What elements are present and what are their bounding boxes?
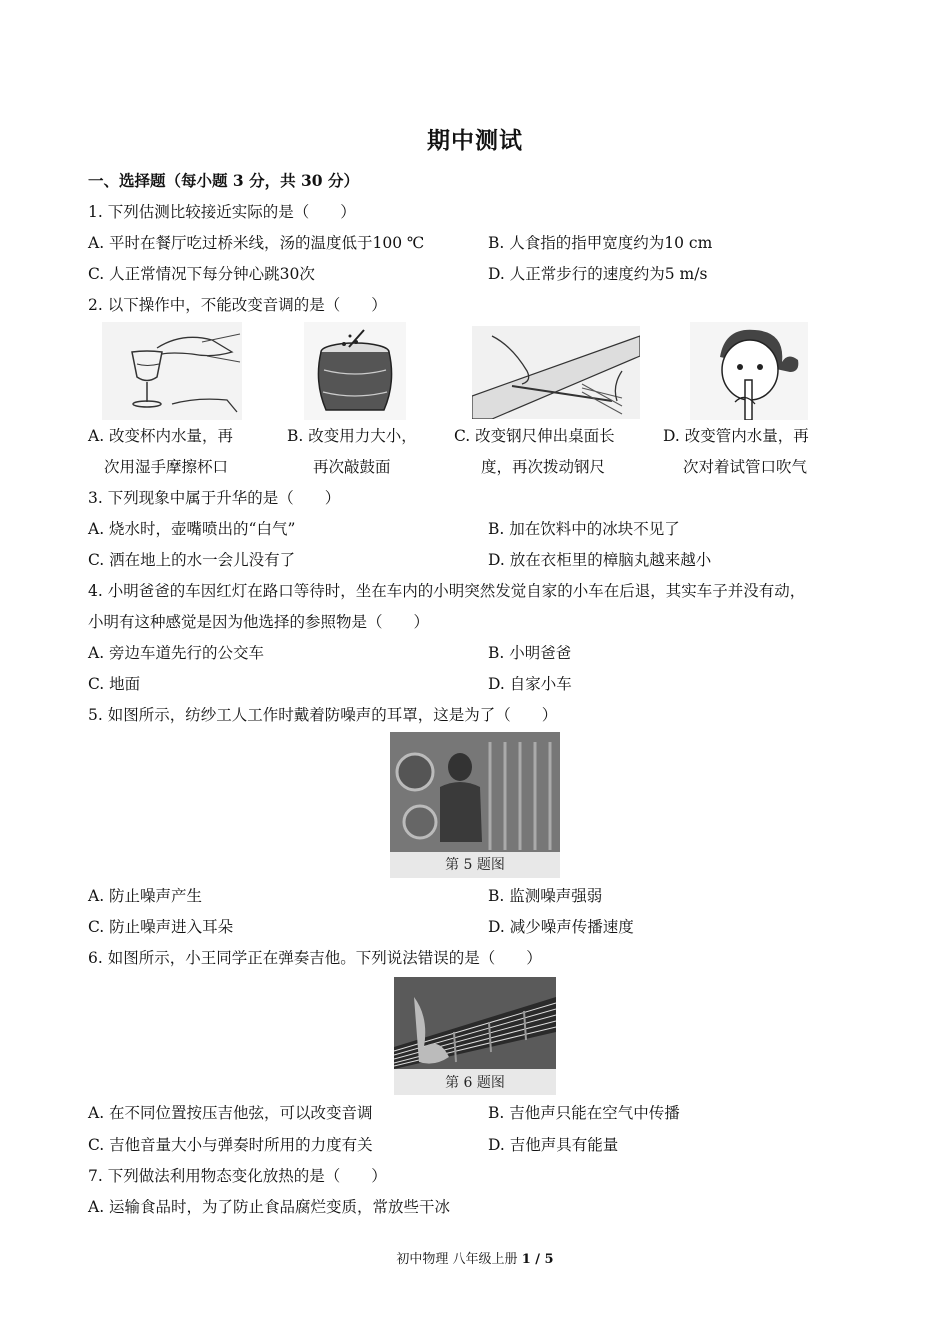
girl-test-tube-figure bbox=[690, 322, 808, 420]
q2-option-b-line2: 再次敲鼓面 bbox=[313, 458, 391, 476]
q1-option-b: B. 人食指的指甲宽度约为10 cm bbox=[488, 234, 713, 252]
q3-option-b: B. 加在饮料中的冰块不见了 bbox=[488, 520, 680, 538]
question-6-stem: 6. 如图所示，小王同学正在弹奏吉他。下列说法错误的是（ ） bbox=[88, 949, 542, 967]
q1-option-a: A. 平时在餐厅吃过桥米线，汤的温度低于100 ℃ bbox=[88, 234, 425, 252]
q4-option-c: C. 地面 bbox=[88, 675, 141, 693]
ruler-table-figure bbox=[472, 326, 640, 419]
q3-option-a: A. 烧水时，壶嘴喷出的“白气” bbox=[88, 520, 296, 538]
q2-option-c-line1: C. 改变钢尺伸出桌面长 bbox=[454, 427, 615, 445]
q3-option-c: C. 洒在地上的水一会儿没有了 bbox=[88, 551, 296, 569]
q6-option-a: A. 在不同位置按压吉他弦，可以改变音调 bbox=[88, 1104, 373, 1122]
q4-option-d: D. 自家小车 bbox=[488, 675, 572, 693]
figure-5-caption: 第 5 题图 bbox=[445, 857, 505, 873]
q6-option-d: D. 吉他声具有能量 bbox=[488, 1136, 619, 1154]
figure-6-caption: 第 6 题图 bbox=[445, 1075, 505, 1091]
q5-option-c: C. 防止噪声进入耳朵 bbox=[88, 918, 234, 936]
q2-option-a-line1: A. 改变杯内水量，再 bbox=[88, 427, 234, 445]
q6-option-b: B. 吉他声只能在空气中传播 bbox=[488, 1104, 680, 1122]
q2-option-d-line1: D. 改变管内水量，再 bbox=[663, 427, 809, 445]
question-5-stem: 5. 如图所示，纺纱工人工作时戴着防噪声的耳罩，这是为了（ ） bbox=[88, 706, 558, 724]
question-4-stem-line2: 小明有这种感觉是因为他选择的参照物是（ ） bbox=[88, 613, 430, 631]
q6-option-c: C. 吉他音量大小与弹奏时所用的力度有关 bbox=[88, 1136, 373, 1154]
q3-option-d: D. 放在衣柜里的樟脑丸越来越小 bbox=[488, 551, 712, 569]
q4-option-b: B. 小明爸爸 bbox=[488, 644, 572, 662]
question-4-stem-line1: 4. 小明爸爸的车因红灯在路口等待时，坐在车内的小明突然发觉自家的小车在后退，其实车子并没有动， bbox=[88, 582, 806, 600]
question-2-stem: 2. 以下操作中，不能改变音调的是（ ） bbox=[88, 296, 387, 314]
q2-option-a-line2: 次用湿手摩擦杯口 bbox=[104, 458, 229, 476]
page-title: 期中测试 bbox=[427, 127, 523, 154]
q1-option-d: D. 人正常步行的速度约为5 m/s bbox=[488, 265, 708, 283]
section-heading: 一、选择题（每小题 3 分，共 30 分） bbox=[88, 171, 359, 190]
q5-option-b: B. 监测噪声强弱 bbox=[488, 887, 603, 905]
page-number: 1 / 5 bbox=[521, 1252, 554, 1267]
q2-option-d-line2: 次对着试管口吹气 bbox=[683, 458, 808, 476]
question-7-stem: 7. 下列做法利用物态变化放热的是（ ） bbox=[88, 1167, 387, 1185]
page-footer bbox=[0, 1248, 950, 1267]
question-3-stem: 3. 下列现象中属于升华的是（ ） bbox=[88, 489, 341, 507]
q4-option-a: A. 旁边车道先行的公交车 bbox=[88, 644, 265, 662]
q5-option-d: D. 减少噪声传播速度 bbox=[488, 918, 634, 936]
q5-option-a: A. 防止噪声产生 bbox=[88, 887, 203, 905]
glass-rubbing-figure bbox=[102, 322, 242, 420]
q1-option-c: C. 人正常情况下每分钟心跳30次 bbox=[88, 265, 315, 283]
weaver-photo bbox=[390, 732, 560, 878]
question-1-stem: 1. 下列估测比较接近实际的是（ ） bbox=[88, 203, 356, 221]
q7-option-a: A. 运输食品时，为了防止食品腐烂变质，常放些干冰 bbox=[88, 1198, 451, 1216]
q2-option-c-line2: 度，再次拨动钢尺 bbox=[481, 458, 606, 476]
q2-option-b-line1: B. 改变用力大小， bbox=[287, 427, 417, 445]
footer-course: 初中物理 八年级上册 bbox=[396, 1252, 522, 1267]
drum-figure bbox=[304, 322, 406, 420]
guitar-photo bbox=[394, 977, 556, 1095]
